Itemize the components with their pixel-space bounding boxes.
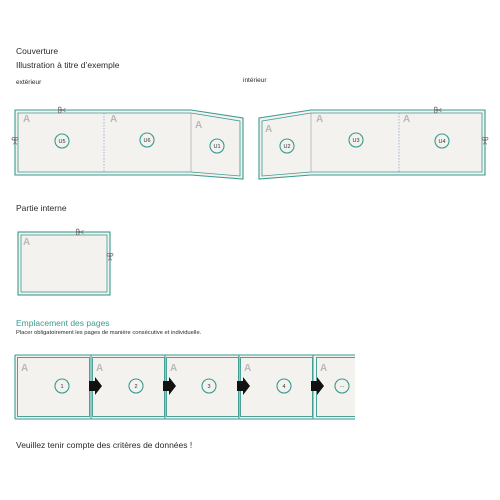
placement-title: Emplacement des pages: [16, 318, 110, 328]
panel-letter: A: [21, 363, 29, 374]
panel-label-u1: U1: [213, 143, 221, 150]
panel-letter: A: [23, 237, 31, 248]
panel-letter: A: [96, 363, 104, 374]
page-number: 2: [134, 383, 138, 390]
panel-letter: A: [170, 363, 178, 374]
placement-instruction: Placer obligatoirement les pages de manière consécutive et individuelle.: [16, 330, 202, 336]
panel-label-u3: U3: [352, 137, 360, 144]
cover-title: Couverture: [16, 46, 59, 56]
panel-letter: A: [23, 114, 31, 125]
panel-letter: A: [110, 114, 118, 125]
page-number: 1: [60, 383, 64, 390]
page-number: ...: [339, 382, 345, 389]
cover-exterior: [12, 107, 243, 179]
panel-label-u5: U5: [58, 138, 66, 145]
inner-part: [18, 229, 113, 295]
panel-letter: A: [320, 363, 328, 374]
cover-subtitle: Illustration à titre d’exemple: [16, 60, 120, 70]
cover-interior: [259, 107, 488, 179]
page-strip: [15, 350, 365, 424]
panel-letter: A: [195, 120, 203, 131]
panel-letter: A: [403, 114, 411, 125]
footer-note: Veuillez tenir compte des critères de données !: [16, 440, 193, 450]
panel-letter: A: [244, 363, 252, 374]
inner-title: Partie interne: [16, 203, 67, 213]
panel-label-u6: U6: [143, 137, 151, 144]
panel-label-u2: U2: [283, 143, 291, 150]
panel-letter: A: [316, 114, 324, 125]
page-number: 3: [207, 383, 211, 390]
interior-label: intérieur: [243, 77, 267, 84]
page-number: 4: [282, 383, 286, 390]
exterior-label: extérieur: [16, 79, 42, 86]
panel-letter: A: [265, 124, 273, 135]
panel-label-u4: U4: [438, 138, 446, 145]
